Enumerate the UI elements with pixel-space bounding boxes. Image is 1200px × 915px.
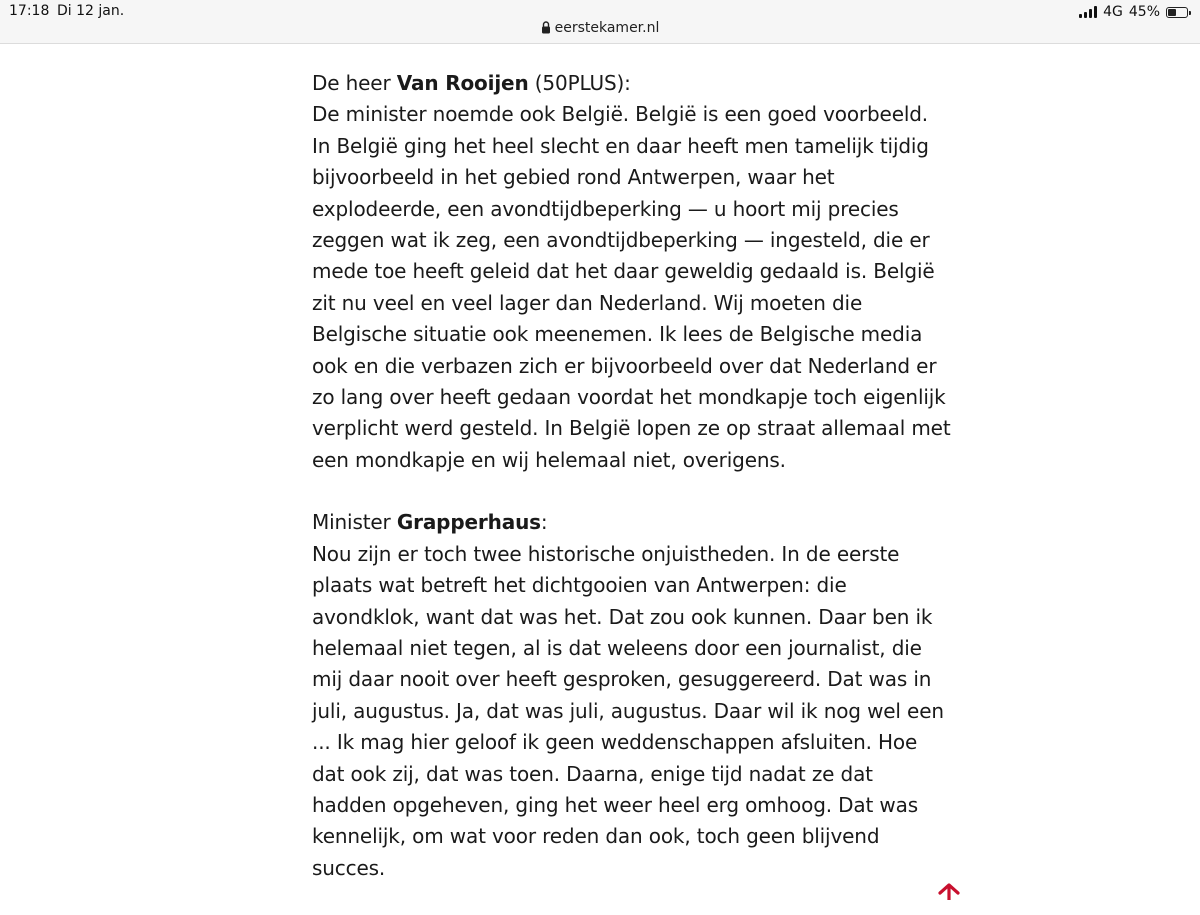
status-bar: [0, 0, 1200, 44]
speaker-name[interactable]: Grapperhaus: [396, 510, 541, 535]
speaker-name[interactable]: Van Rooijen: [396, 71, 529, 95]
battery-fill: [1168, 9, 1176, 16]
speaker-prefix: De heer: [312, 71, 397, 95]
arrow-up-icon: [937, 880, 961, 900]
speech-block: [312, 507, 952, 884]
speaker-suffix: (50PLUS):: [528, 71, 631, 95]
status-indicators: [1079, 4, 1188, 20]
speech-block: [312, 68, 952, 476]
battery-label: 45%: [1128, 4, 1160, 20]
transcript: [312, 68, 952, 915]
lock-icon: [541, 21, 551, 34]
speech-text: Nou zijn er toch twee historische onjuistheden. In de eerste plaats wat betreft het dichtgooien van Antwerpen: die avondklok, want dat was het. Dat zou ook kunnen. Daar ben ik helemaal niet tegen, al is dat weleens door een journalist, die mij daar nooit over heeft gesproken, gesuggereerd. Dat was in juli, augustus. Ja, dat was juli, augustus. Daar wil ik nog wel een ... Ik mag hier geloof ik geen weddenschappen afsluiten. Hoe dat ook zij, dat was toen. Daarna, enige tijd nadat ze dat hadden opgeheven, ging het weer heel erg omhoog. Dat was kennelijk, om wat voor reden dan ook, toch geen blijvend succes.: [312, 541, 944, 880]
speaker-line: [312, 68, 952, 99]
status-date: Di 12 jan.: [57, 3, 125, 19]
scroll-to-top-button[interactable]: [937, 880, 961, 900]
speaker-suffix: :: [540, 510, 548, 535]
speaker-prefix: Minister: [312, 510, 397, 535]
speech-text: De minister noemde ook België. België is een goed voorbeeld. In België ging het heel slecht en daar heeft men tamelijk tijdig bijvoorbeeld in het gebied rond Antwerpen, waar het explodeerde, een avondtijdbeperking — u hoort mij precies zeggen wat ik zeg, een avondtijdbeperking — ingesteld, die er mede toe heeft geleid dat het daar geweldig gedaald is. België zit nu veel en veel lager dan Nederland. Wij moeten die Belgische situatie ook meenemen. Ik lees de Belgische media ook en die verbazen zich er bijvoorbeeld over dat Nederland er zo lang over heeft gedaan voordat het mondkapje toch eigenlijk verplicht werd gesteld. In België lopen ze op straat allemaal met een mondkapje en wij helemaal niet, overigens.: [312, 102, 951, 472]
url-text: eerstekamer.nl: [554, 20, 660, 36]
address-bar[interactable]: [0, 20, 1200, 36]
network-label: 4G: [1103, 4, 1123, 20]
status-time: 17:18: [9, 3, 50, 19]
speaker-line: [312, 507, 952, 538]
battery-icon: [1166, 7, 1188, 18]
signal-icon: [1079, 6, 1097, 18]
